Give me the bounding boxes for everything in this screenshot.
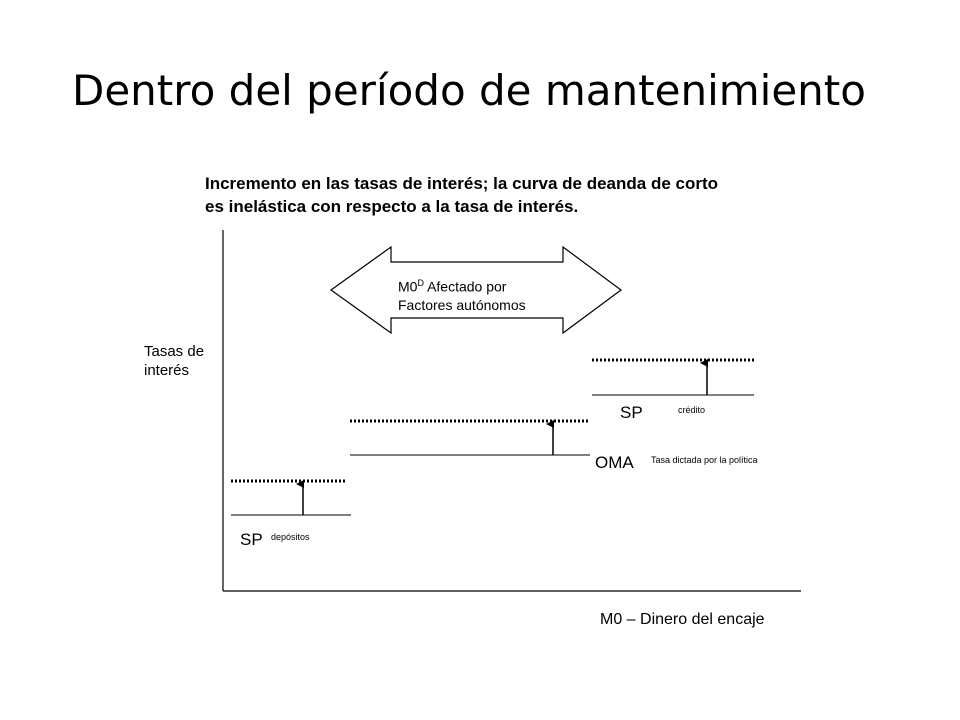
step1-sublabel: depósitos [271, 532, 310, 542]
subtitle-line-2: es inelástica con respecto a la tasa de interés. [205, 197, 579, 216]
y-axis-label-line-1: Tasas de [144, 343, 205, 360]
step2-label: OMA [595, 453, 634, 472]
demand-superscript: D [417, 278, 424, 288]
double-arrow-text-line-2: Factores autónomos [398, 296, 526, 313]
y-axis-label [144, 342, 204, 380]
y-axis-label-line-2: interés [144, 362, 190, 379]
double-arrow-text-line-1 [398, 274, 526, 296]
subtitle-line-1: Incremento en las tasas de interés; la curva de deanda de corto [205, 174, 719, 193]
step3-sublabel: crédito [678, 405, 706, 415]
m0-label: M0 [398, 278, 418, 295]
step1-label: SP [240, 530, 263, 549]
step3-label: SP [620, 403, 643, 422]
step2-sublabel: Tasa dictada por la política [651, 455, 758, 465]
double-arrow-text [398, 274, 526, 314]
affected-by-label: Afectado por [423, 278, 507, 295]
x-axis-label: M0 – Dinero del encaje [600, 611, 765, 628]
slide-title: Dentro del período de mantenimiento [72, 66, 866, 115]
